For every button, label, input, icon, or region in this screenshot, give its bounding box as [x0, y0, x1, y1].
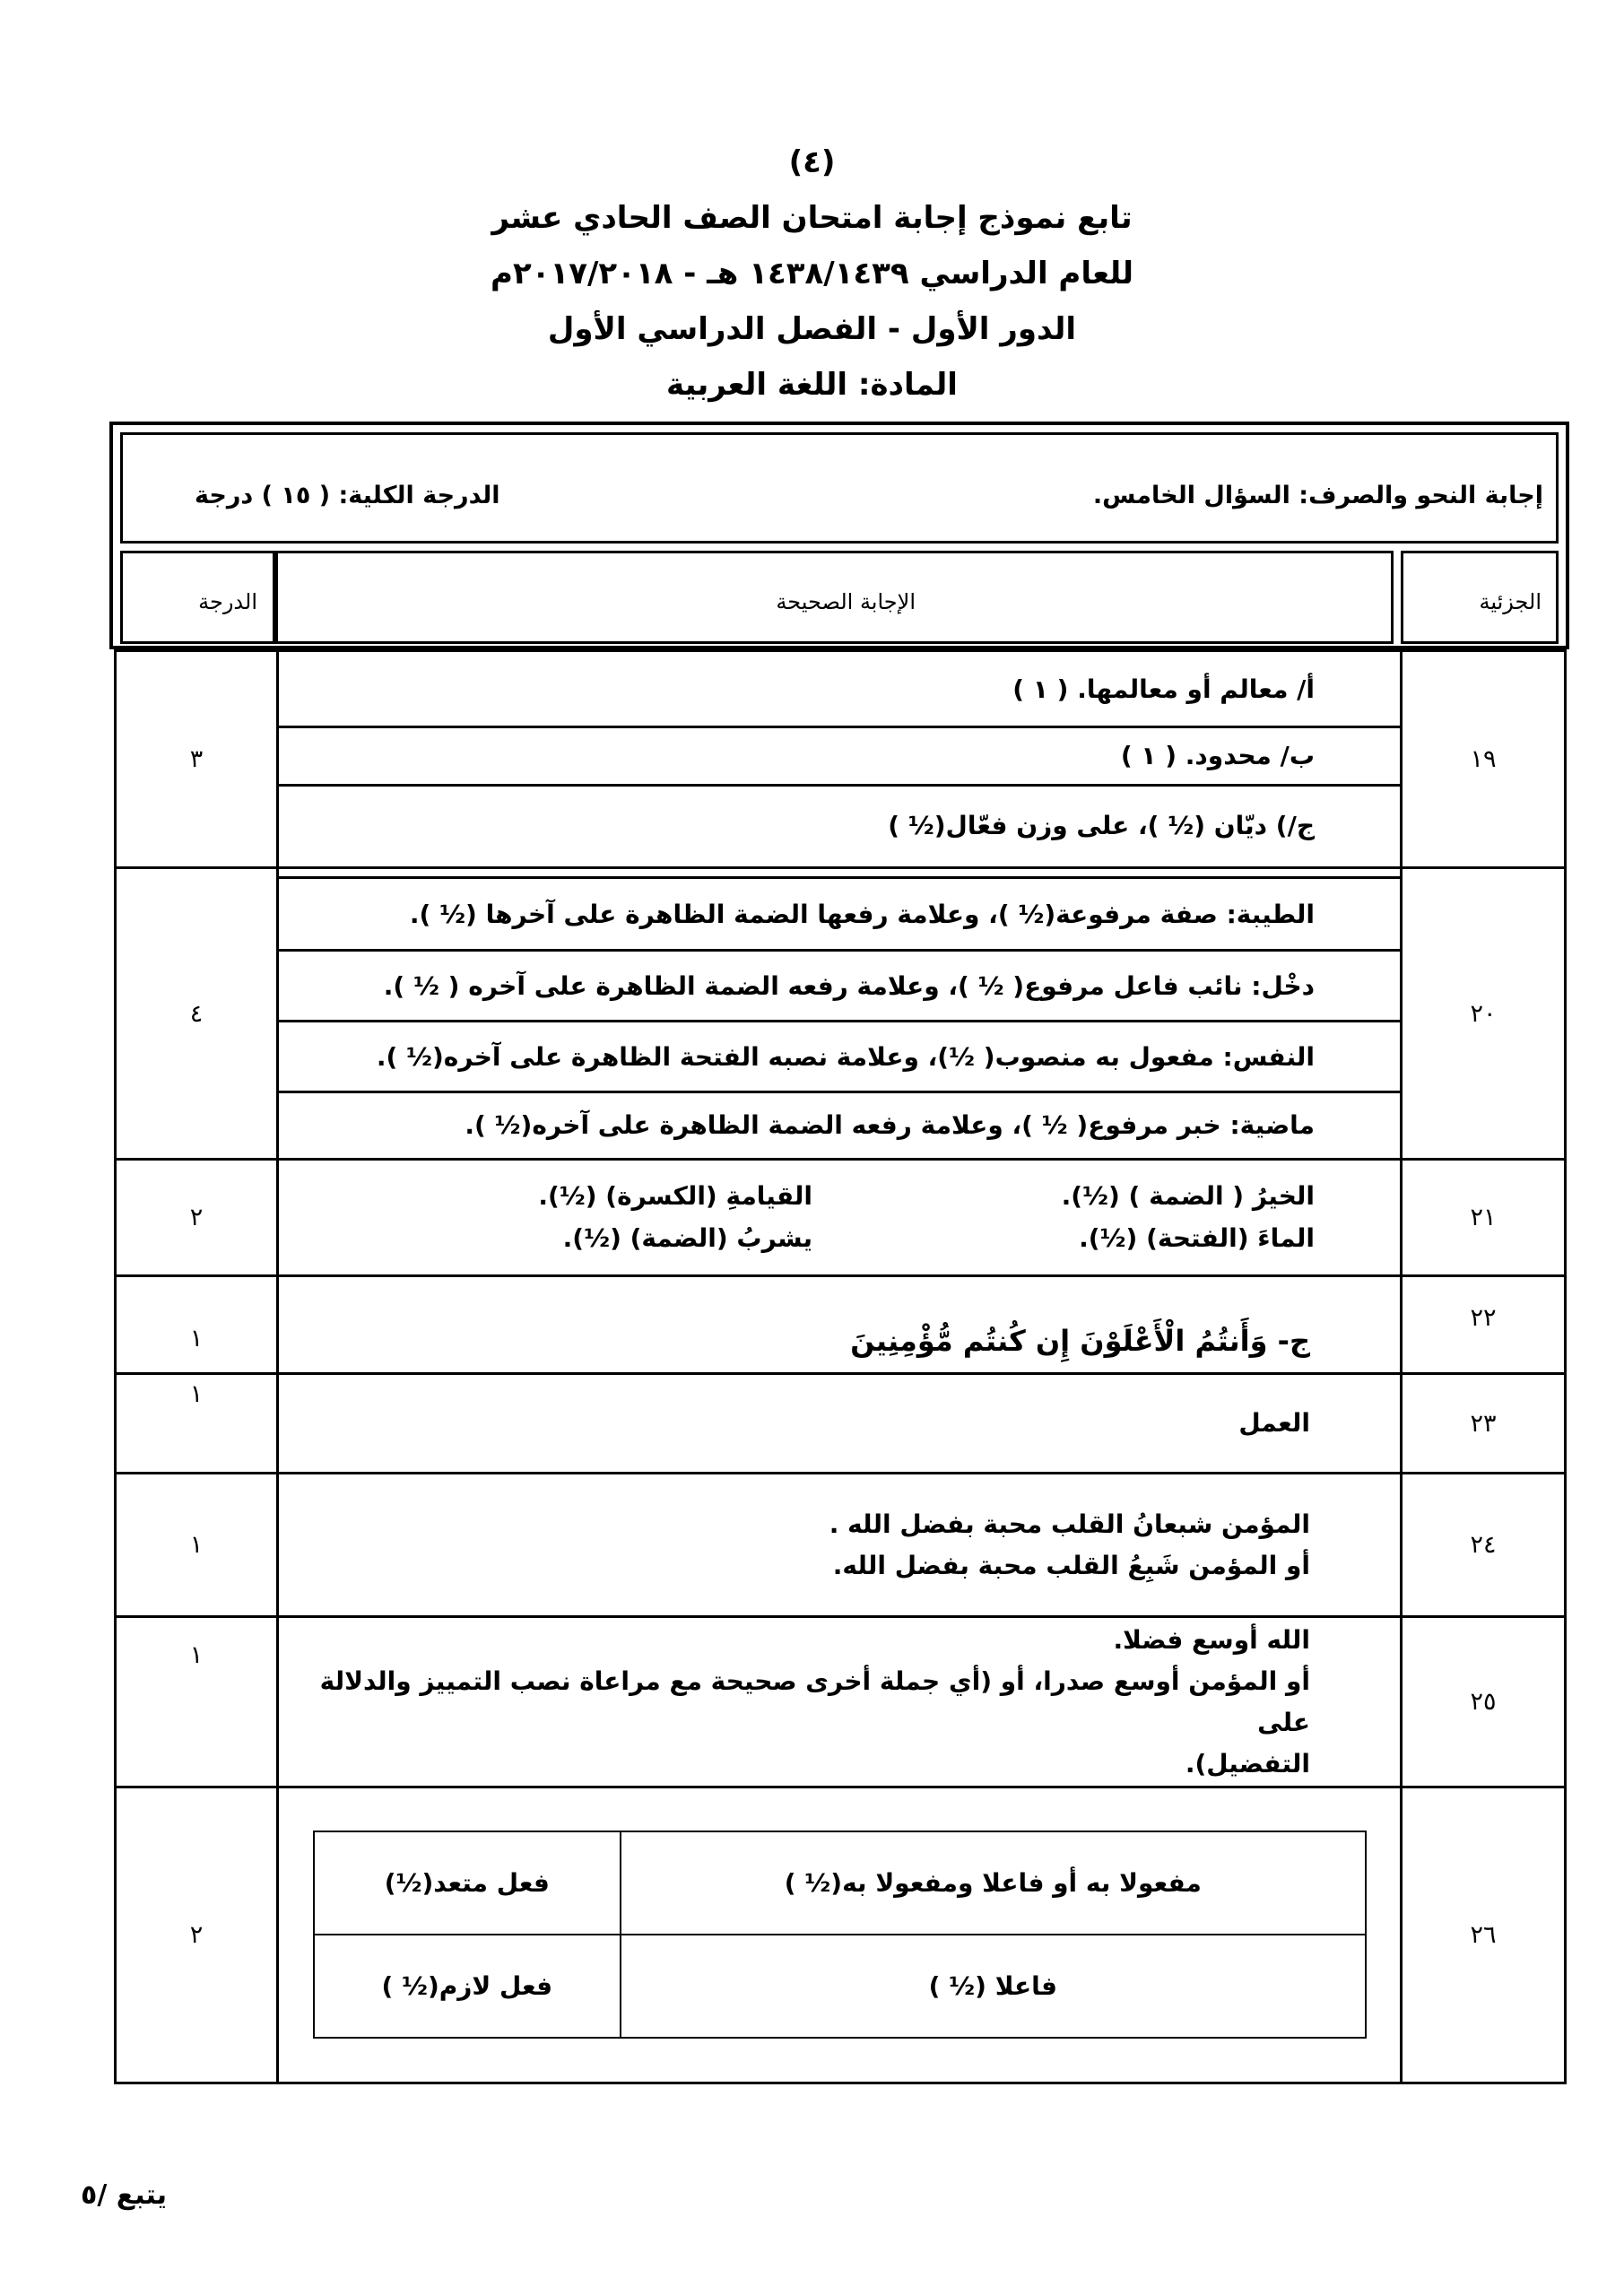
grid-cell: فعل لازم(½ ): [314, 1935, 621, 2038]
continue-note: يتبع /٥: [81, 2179, 167, 2211]
answer-line: العمل: [1238, 1408, 1310, 1439]
page-header: [0, 135, 1624, 413]
grid-cell: مفعولا به أو فاعلا ومفعولا به(½ ): [621, 1831, 1365, 1935]
section-title-box: [120, 432, 1559, 544]
column-part-header: الجزئية: [1401, 551, 1559, 644]
row-grade: ٢: [116, 1787, 278, 2083]
table-row: [116, 1160, 1566, 1276]
table-row: [116, 1787, 1566, 2083]
academic-year: للعام الدراسي ١٤٣٨/١٤٣٩ هـ - ٢٠١٧/٢٠١٨م: [491, 256, 1133, 291]
row-grade: ٢: [116, 1160, 278, 1276]
column-grade-header: الدرجة: [120, 551, 278, 644]
answer-line: النفس: مفعول به منصوب( ½)، وعلامة نصبه الفتحة الظاهرة على آخره(½ ).: [376, 1041, 1315, 1072]
answer-cell: [278, 1275, 1402, 1373]
answer-cell: [278, 868, 1402, 1160]
table-row: [116, 1374, 1566, 1474]
column-answer-header: الإجابة الصحيحة: [273, 551, 1394, 644]
answer-cell: [278, 1160, 1402, 1276]
row-number: ٢٠: [1402, 868, 1566, 1160]
answer-line: ماضية: خبر مرفوع( ½ )، وعلامة رفعه الضمة الظاهرة على آخره(½ ).: [465, 1109, 1315, 1140]
row-number: ٢١: [1402, 1160, 1566, 1276]
grid-cell: فاعلا (½ ): [621, 1935, 1365, 2038]
table-row: [116, 1617, 1566, 1787]
answer-line: أو المؤمن أوسع صدرا، أو (أي جملة أخرى صحيحة مع مراعاة نصب التمييز والدلالة على: [319, 1665, 1310, 1737]
session: الدور الأول - الفصل الدراسي الأول: [547, 311, 1077, 347]
answer-item: يشربُ (الضمة) (½).: [562, 1223, 812, 1254]
row-number: ١٩: [1402, 651, 1566, 868]
row-number: ٢٤: [1402, 1474, 1566, 1617]
table-row: [116, 651, 1566, 868]
answer-line: التفضيل).: [1185, 1748, 1310, 1779]
row-grade: ٣: [116, 651, 278, 868]
answer-item: الماءَ (الفتحة) (½).: [1079, 1223, 1315, 1254]
answer-cell: [278, 1374, 1402, 1474]
subject: المادة: اللغة العربية: [666, 367, 958, 403]
answer-line: الطيبة: صفة مرفوعة(½ )، وعلامة رفعها الضمة الظاهرة على آخرها (½ ).: [409, 899, 1315, 929]
answer-item: الخيرُ ( الضمة ) (½).: [1061, 1181, 1315, 1212]
answer-line: دخْل: نائب فاعل مرفوع( ½ )، وعلامة رفعه الضمة الظاهرة على آخره ( ½ ).: [383, 970, 1315, 1001]
row-grade: ١: [116, 1617, 278, 1787]
table-row: [116, 1275, 1566, 1373]
answer-line: ج/) ديّان (½ )، على وزن فعّال(½ ): [888, 811, 1315, 840]
answer-table: [114, 649, 1567, 2084]
answer-cell: [278, 1474, 1402, 1617]
table-row: [116, 868, 1566, 1160]
row-number: ٢٣: [1402, 1374, 1566, 1474]
answer-cell: [278, 1617, 1402, 1787]
answer-cell: [278, 1787, 1402, 2083]
exam-title: تابع نموذج إجابة امتحان الصف الحادي عشر: [491, 200, 1133, 236]
section-header-table: [109, 422, 1569, 649]
row-number: ٢٦: [1402, 1787, 1566, 2083]
row-grade: ١: [116, 1474, 278, 1617]
row-grade: ٤: [116, 868, 278, 1160]
page-number: (٤): [788, 144, 836, 180]
answer-line: ب/ محدود. ( ١ ): [1120, 741, 1315, 770]
answer-line: ج- وَأَنتُمُ الْأَعْلَوْنَ إِن كُنتُم مُّؤْمِنِينَ: [850, 1324, 1310, 1359]
answer-cell: [278, 651, 1402, 868]
answer-line: المؤمن شبعانُ القلب محبة بفضل الله .: [829, 1509, 1310, 1539]
section-title: إجابة النحو والصرف: السؤال الخامس.: [1092, 482, 1543, 509]
total-grade: الدرجة الكلية: ( ١٥ ) درجة: [195, 482, 500, 509]
answer-line: أو المؤمن شَبِعُ القلب محبة بفضل الله.: [832, 1550, 1310, 1580]
answer-line: الله أوسع فضلا.: [1113, 1624, 1310, 1655]
row-grade: ١: [116, 1275, 278, 1373]
grid-cell: فعل متعد(½): [314, 1831, 621, 1935]
row-number: ٢٥: [1402, 1617, 1566, 1787]
verb-type-grid: [313, 1831, 1367, 2039]
table-row: [116, 1474, 1566, 1617]
answer-line: أ/ معالم أو معالمها. ( ١ ): [1012, 674, 1315, 704]
row-grade: ١: [116, 1374, 278, 1474]
row-number: ٢٢: [1402, 1275, 1566, 1373]
answer-item: القيامةِ (الكسرة) (½).: [538, 1181, 812, 1212]
